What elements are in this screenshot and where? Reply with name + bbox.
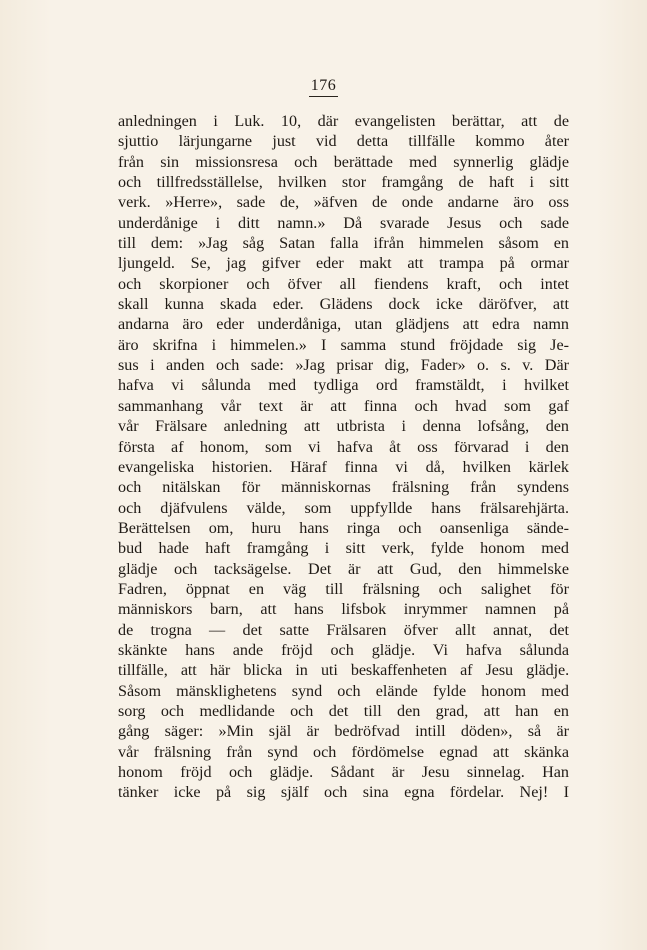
text-line-12: äro skrifna i himmelen.» I samma stund fröjdade sig Je- (118, 336, 569, 354)
text-line-33: honom fröjd och glädje. Sådant är Jesu sinnelag. Han (118, 764, 569, 781)
text-line-29: Såsom mänsklighetens synd och elände fylde honom med (118, 682, 569, 700)
text-line-27: skänkte hans ande fröjd och glädje. Vi hafva sålunda (118, 641, 569, 659)
text-line-4: och tillfredsställelse, hvilken stor framgång de haft i sitt (118, 174, 569, 192)
text-line-17: första af honom, som vi hafva åt oss förvarad i den (118, 438, 569, 456)
page-number-text: 176 (309, 77, 339, 97)
text-line-15: sammanhang vår text är att finna och hvad som gaf (118, 397, 569, 415)
text-line-5: verk. »Herre», sade de, »äfven de onde andarne äro oss (118, 194, 569, 212)
text-line-2: sjuttio lärjungarne just vid detta tillfälle kommo åter (118, 133, 569, 151)
text-line-7: till dem: »Jag såg Satan falla ifrån himmelen såsom en (118, 235, 569, 253)
page-number (0, 77, 647, 97)
text-line-13: sus i anden och sade: »Jag prisar dig, Fader» o. s. v. Där (118, 357, 569, 375)
text-line-16: vår Frälsare anledning att utbrista i denna lofsång, den (118, 418, 569, 436)
text-line-6: underdånige i ditt namn.» Då svarade Jesus och sade (118, 214, 569, 232)
text-line-31: gång säger: »Min själ är bedröfvad intill döden», så är (118, 723, 569, 741)
text-line-11: andarna äro eder underdåniga, utan glädjens att edra namn (118, 316, 569, 334)
text-line-9: och skorpioner och öfver all fiendens kraft, och intet (118, 275, 569, 293)
text-line-24: Fadren, öppnat en väg till frälsning och salighet för (118, 580, 569, 598)
text-line-28: tillfälle, att här blicka in uti beskaffenheten af Jesu glädje. (118, 662, 569, 680)
text-line-18: evangeliska historien. Häraf finna vi då, hvilken kärlek (118, 458, 569, 476)
text-line-22: bud hade haft framgång i sitt verk, fylde honom med (118, 540, 569, 558)
text-line-30: sorg och medlidande och det till den grad, att han en (118, 702, 569, 720)
text-line-10: skall kunna skada eder. Glädens dock icke däröfver, att (118, 296, 569, 314)
text-line-20: och djäfvulens välde, som uppfyllde hans frälsarehjärta. (118, 499, 569, 517)
text-line-3: från sin missionsresa och berättade med synnerlig glädje (118, 153, 569, 171)
text-line-25: människors barn, att hans lifsbok inrymmer namnen på (118, 601, 569, 619)
text-line-23: glädje och tacksägelse. Det är att Gud, den himmelske (118, 560, 569, 578)
text-line-14: hafva vi sålunda med tydliga ord framstäldt, i hvilket (118, 377, 569, 395)
text-line-19: och nitälskan för människornas frälsning från syndens (118, 479, 569, 497)
text-line-8: ljungeld. Se, jag gifver eder makt att trampa på ormar (118, 255, 569, 273)
text-line-21: Berättelsen om, huru hans ringa och oansenliga sände- (118, 519, 569, 537)
body-text (118, 112, 569, 804)
text-line-26: de trogna — det satte Frälsaren öfver allt annat, det (118, 621, 569, 639)
text-line-34: tänker icke på sig själf och sina egna fördelar. Nej! I (118, 784, 569, 802)
text-line-32: vår frälsning från synd och fördömelse egnad att skänka (118, 743, 569, 761)
text-line-1: anledningen i Luk. 10, där evangelisten berättar, att de (118, 113, 569, 130)
